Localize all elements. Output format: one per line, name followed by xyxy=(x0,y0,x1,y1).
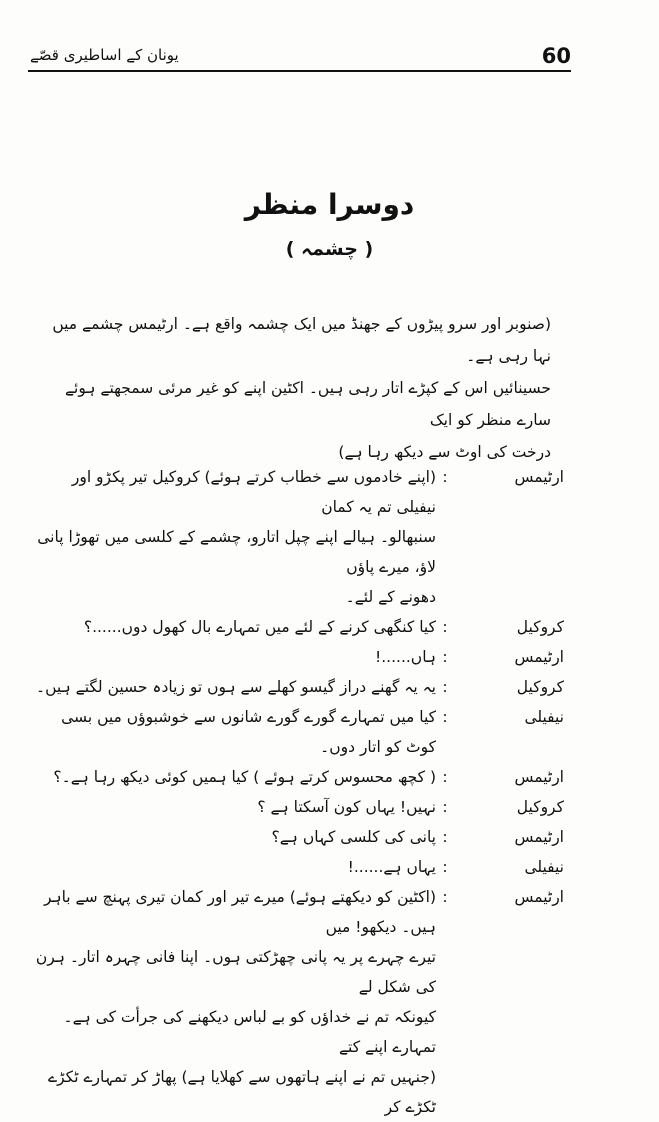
speaker-name: نیفیلی xyxy=(524,708,564,726)
dialogue-entry xyxy=(30,762,564,792)
dialogue-entry xyxy=(30,672,564,702)
stage-direction xyxy=(40,308,551,468)
speaker-colon: : xyxy=(442,648,448,666)
dialogue-entry xyxy=(30,852,564,882)
speech-line: کیا میں تمہارے گورے گورے شانوں سے خوشبوؤں میں بسی کوٹ کو اتار دوں۔ xyxy=(61,708,436,756)
running-title: یونان کے اساطیری قصّے xyxy=(30,46,179,64)
speaker-name: کروکیل xyxy=(516,798,564,816)
dialogue xyxy=(30,462,564,1122)
speech xyxy=(30,852,436,882)
speaker-colon: : xyxy=(442,678,448,696)
speaker-colon: : xyxy=(442,468,448,486)
speech xyxy=(30,762,436,792)
speech-line: دھونے کے لئے۔ xyxy=(345,588,436,606)
speech xyxy=(30,882,436,1122)
speech-line: پانی کی کلسی کہاں ہے؟ xyxy=(271,828,436,846)
speech-line: سنبھالو۔ ہیالے اپنے چپل اتارو، چشمے کے کلسی میں تھوڑا پانی لاؤ، میرے پاؤں xyxy=(37,528,436,576)
speaker-name: کروکیل xyxy=(516,678,564,696)
speech xyxy=(30,612,436,642)
speaker-colon: : xyxy=(442,888,448,906)
speech xyxy=(30,792,436,822)
dialogue-entry xyxy=(30,792,564,822)
speaker-name: ارٹیمس xyxy=(514,888,564,906)
speaker-colon: : xyxy=(442,858,448,876)
speaker-colon: : xyxy=(442,768,448,786)
speaker-name: نیفیلی xyxy=(524,858,564,876)
stage-direction-line: (صنوبر اور سرو پیڑوں کے جھنڈ میں ایک چشمہ واقع ہے۔ ارٹیمس چشمے میں نہا رہی ہے۔ xyxy=(52,315,551,365)
stage-direction-line: درخت کی اوٹ سے دیکھ رہا ہے) xyxy=(338,443,551,461)
speaker-name: ارٹیمس xyxy=(514,648,564,666)
dialogue-entry xyxy=(30,462,564,612)
speaker-name: ارٹیمس xyxy=(514,768,564,786)
speaker-colon: : xyxy=(442,828,448,846)
speaker-name: ارٹیمس xyxy=(514,468,564,486)
speech xyxy=(30,642,436,672)
speech-line: نہیں! یہاں کون آسکتا ہے ؟ xyxy=(257,798,436,816)
scene-title: دوسرا منظر xyxy=(244,188,415,221)
speaker-colon: : xyxy=(442,798,448,816)
stage-direction-line: حسینائیں اس کے کپڑے اتار رہی ہیں۔ اکٹین اپنے کو غیر مرئی سمجھتے ہوئے سارے منظر کو ایک xyxy=(64,379,551,429)
dialogue-entry xyxy=(30,882,564,1122)
speech-line: کیا کنگھی کرنے کے لئے میں تمہارے بال کھول دوں......؟ xyxy=(83,618,436,636)
speaker-name: ارٹیمس xyxy=(514,828,564,846)
scene-subtitle: ( چشمہ ) xyxy=(285,238,374,260)
speaker-colon: : xyxy=(442,708,448,726)
speech-line: یہ یہ گھنے دراز گیسو کھلے سے ہوں تو زیادہ حسین لگتے ہیں۔ xyxy=(36,678,436,696)
speech-line: (اپنے خادموں سے خطاب کرتے ہوئے) کروکیل تیر پکڑو اور نیفیلی تم یہ کمان xyxy=(71,468,436,516)
dialogue-entry xyxy=(30,612,564,642)
page-number: 60 xyxy=(541,44,571,68)
speech xyxy=(30,822,436,852)
speaker-colon: : xyxy=(442,618,448,636)
speech xyxy=(30,702,436,762)
speech-line: یہاں ہے......! xyxy=(347,858,436,876)
speaker-name: کروکیل xyxy=(516,618,564,636)
speech-line: (اکٹین کو دیکھتے ہوئے) میرے تیر اور کمان تیری پہنچ سے باہر ہیں۔ دیکھو! میں xyxy=(43,888,436,936)
speech-line: ( کچھ محسوس کرتے ہوئے ) کیا ہمیں کوئی دیکھ رہا ہے۔؟ xyxy=(53,768,436,786)
dialogue-entry xyxy=(30,822,564,852)
speech-line: (جنہیں تم نے اپنے ہاتھوں سے کھلایا ہے) پھاڑ کر تمہارے ٹکڑے ٹکڑے کر xyxy=(48,1068,436,1116)
speech xyxy=(30,672,436,702)
speech-line: تیرے چہرے پر یہ پانی چھڑکتی ہوں۔ اپنا فانی چہرہ اتار۔ ہرن کی شکل لے xyxy=(35,948,436,996)
speech xyxy=(30,462,436,612)
speech-line: کیونکہ تم نے خداؤں کو بے لباس دیکھنے کی جرأت کی ہے۔ تمہارے اپنے کتے xyxy=(63,1008,436,1056)
dialogue-entry xyxy=(30,642,564,672)
speech-line: ہاں......! xyxy=(375,648,436,666)
dialogue-entry xyxy=(30,702,564,762)
